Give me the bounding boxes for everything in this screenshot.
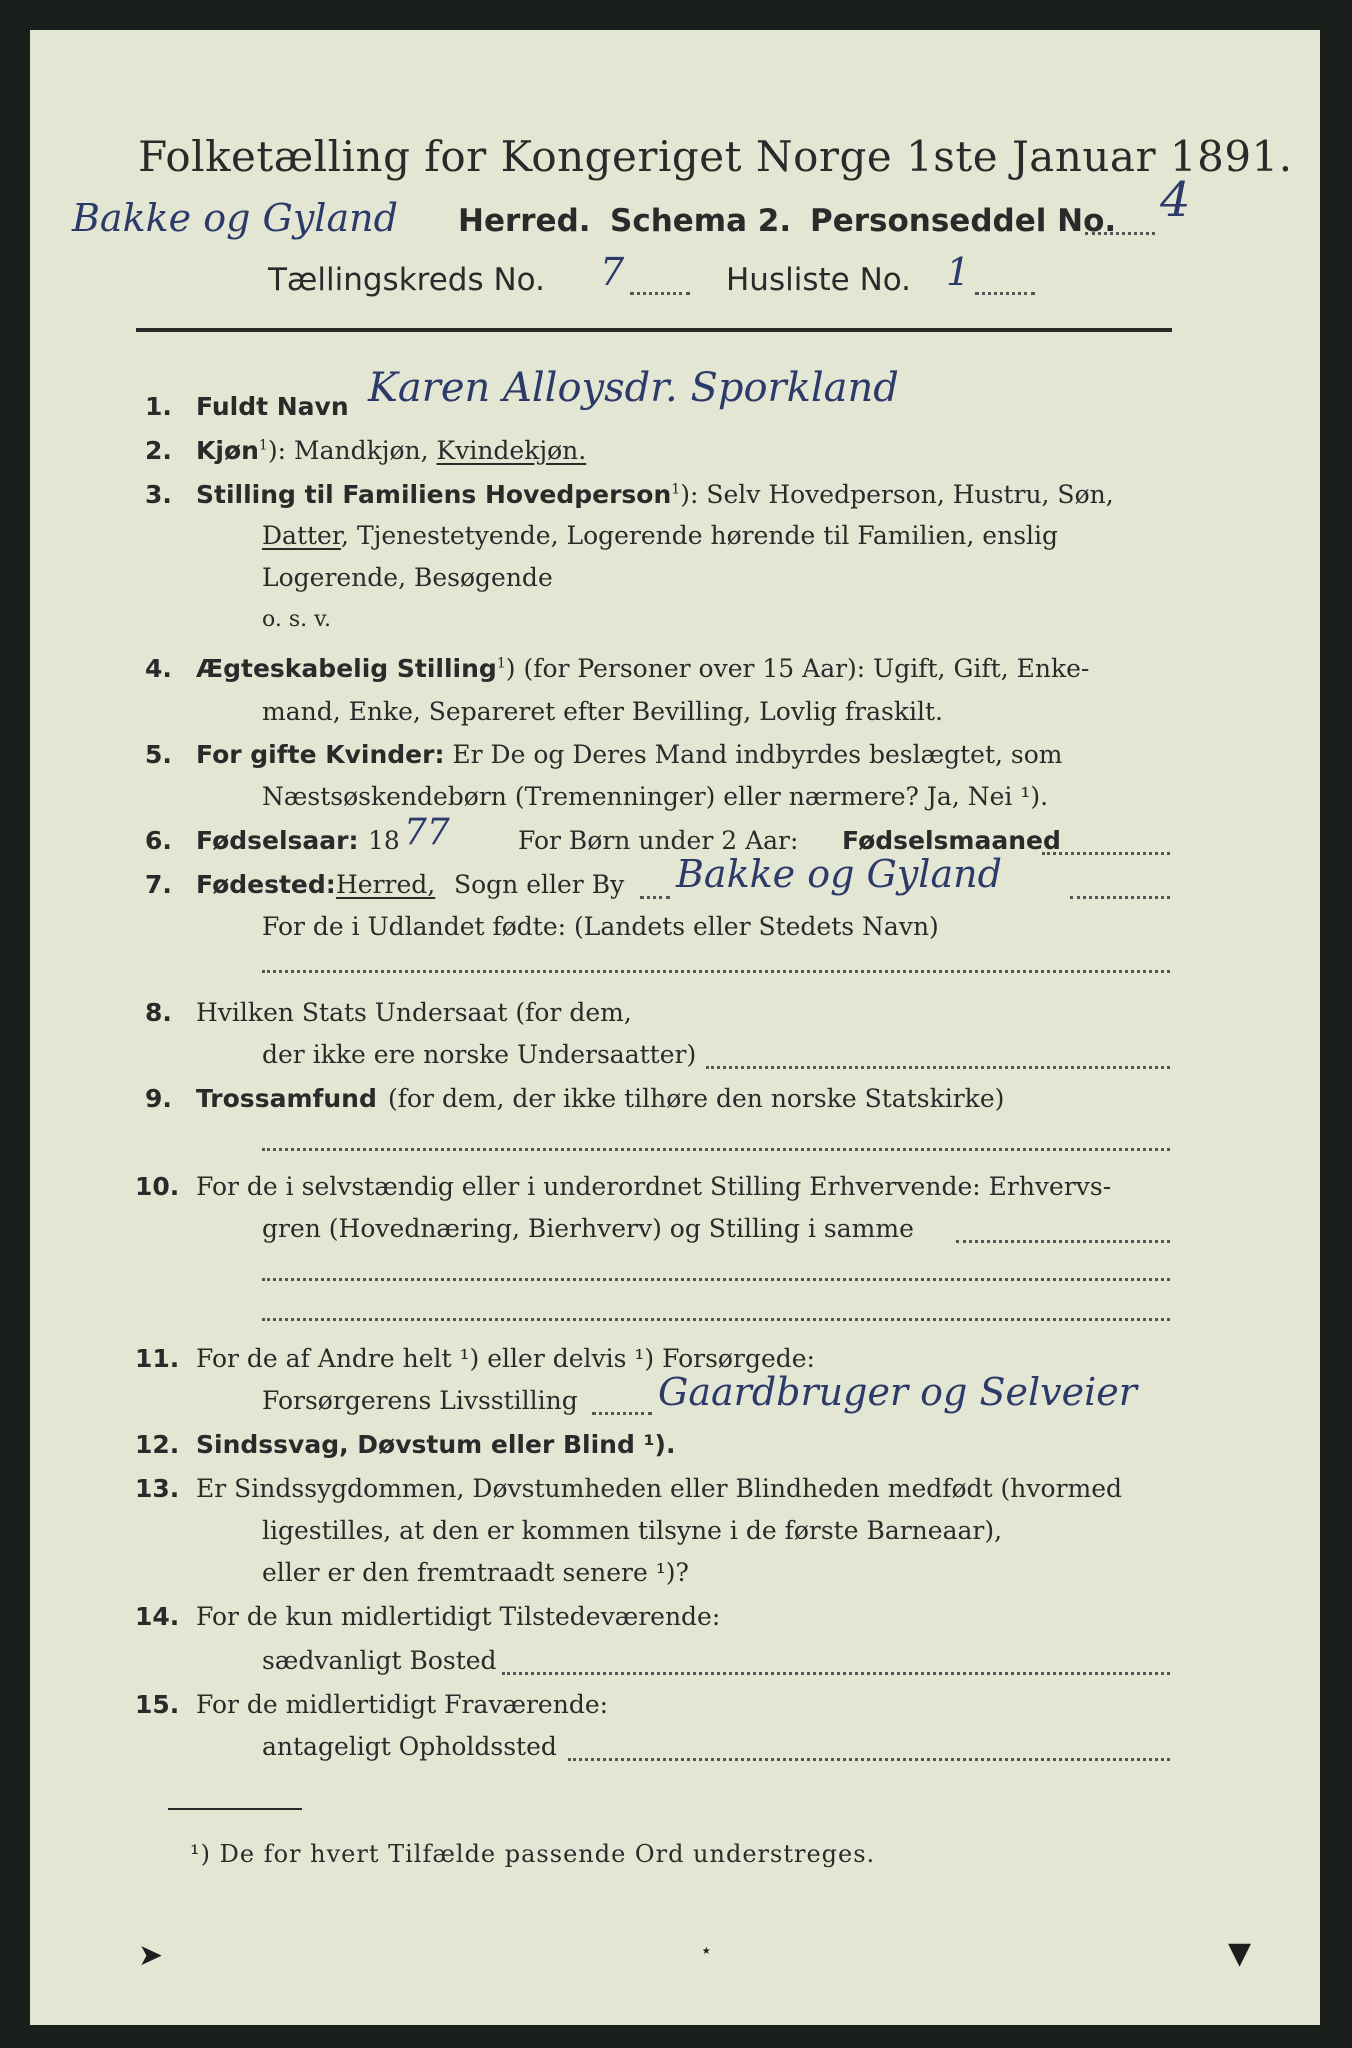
scan-mark-center: ⋆ (700, 1938, 713, 1962)
item-14-text1: For de kun midlertidigt Tilstedeværende: (196, 1602, 721, 1631)
item-7-dots-b (1070, 896, 1170, 899)
item-12-text1: Sindssvag, Døvstum eller Blind ¹). (196, 1430, 676, 1459)
item-14-number: 14. (135, 1602, 180, 1631)
item-9-label: Trossamfund (196, 1084, 377, 1113)
item-2-underlined: Kvindekjøn. (436, 436, 587, 465)
item-7-dots-a (640, 896, 670, 899)
footnote-text: ¹) De for hvert Tilfælde passende Ord understreges. (190, 1840, 876, 1868)
item-2-sup: 1 (258, 437, 268, 454)
item-3-text4: o. s. v. (262, 607, 331, 632)
item-14-dots (502, 1672, 1170, 1675)
item-12-number: 12. (135, 1430, 180, 1459)
item-15-number: 15. (135, 1690, 180, 1719)
item-10-dots-b (262, 1278, 1170, 1281)
item-6-label2: Fødselsmaaned (842, 826, 1061, 855)
husliste-no: 1 (946, 250, 971, 294)
item-4-label: Ægteskabelig Stilling (196, 654, 497, 683)
scan-mark-right: ▼ (1228, 1936, 1252, 1971)
item-3-number: 3. (145, 480, 172, 509)
item-4-number: 4. (145, 654, 172, 683)
item-2-label: Kjøn (196, 436, 259, 465)
item-8-number: 8. (145, 998, 172, 1027)
item-10-text1: For de i selvstændig eller i underordnet Stilling Erhvervende: Erhvervs- (196, 1172, 1112, 1201)
item-13-text2: ligestilles, at den er kommen tilsyne i de første Barneaar), (262, 1516, 1003, 1545)
item-4-text1: ) (for Personer over 15 Aar): Ugift, Gift, Enke- (505, 654, 1090, 683)
item-5-text2: Næstsøskendebørn (Tremenninger) eller nærmere? Ja, Nei ¹). (262, 782, 1049, 811)
item-3-label: Stilling til Familiens Hovedperson (196, 480, 672, 509)
item-5-line1 (196, 740, 1063, 769)
scan-mark-left: ➤ (138, 1938, 164, 1973)
item-8-dots (706, 1066, 1170, 1069)
tellingskreds-label: Tællingskreds No. (268, 262, 545, 298)
schema-label: Schema 2. (610, 203, 792, 239)
item-13-text1: Er Sindssygdommen, Døvstumheden eller Blindheden medfødt (hvormed (196, 1474, 1123, 1503)
item-4-line1 (196, 654, 1089, 683)
item-8-text1: Hvilken Stats Undersaat (for dem, (196, 998, 632, 1027)
item-13-text3: eller er den fremtraadt senere ¹)? (262, 1558, 689, 1587)
tellingskreds-no: 7 (600, 250, 625, 294)
item-3-text1: ): Selv Hovedperson, Hustru, Søn, (680, 480, 1114, 509)
item-3-sup: 1 (671, 481, 681, 498)
item-15-text1: For de midlertidigt Fraværende: (196, 1690, 609, 1719)
item-3-line1 (196, 480, 1114, 509)
item-11-value: Gaardbruger og Selveier (658, 1370, 1137, 1414)
item-13-number: 13. (135, 1474, 180, 1503)
item-5-text1: Er De og Deres Mand indbyrdes beslægtet, som (452, 740, 1063, 769)
item-10-dots-c (262, 1318, 1170, 1321)
item-3-underlined: Datter (262, 521, 342, 550)
item-10-number: 10. (135, 1172, 180, 1201)
item-11-number: 11. (135, 1344, 180, 1373)
item-7-text: Sogn eller By (454, 870, 625, 899)
item-8-text2: der ikke ere norske Undersaatter) (262, 1040, 697, 1069)
item-3-line2 (262, 521, 1058, 550)
item-6-dots (1042, 852, 1170, 855)
item-7-dots-c (262, 970, 1170, 973)
item-15-dots (568, 1758, 1170, 1761)
item-9-text: (for dem, der ikke tilhøre den norske Statskirke) (388, 1084, 1005, 1113)
item-3-text2: , Tjenestetyende, Logerende hørende til Familien, enslig (341, 521, 1059, 550)
item-2-line (196, 436, 586, 465)
item-10-dots-a (956, 1240, 1170, 1243)
item-14-text2: sædvanligt Bosted (262, 1646, 497, 1675)
item-7-label: Fødested: (196, 870, 336, 899)
item-6-text: For Børn under 2 Aar: (518, 826, 799, 855)
personseddel-no: 4 (1160, 172, 1191, 228)
item-15-text2: antageligt Opholdssted (262, 1732, 557, 1761)
item-7-number: 7. (145, 870, 172, 899)
herred-name: Bakke og Gyland (72, 196, 398, 240)
item-1-number: 1. (145, 392, 172, 421)
item-6-prefix: 18 (368, 826, 400, 855)
item-6-label: Fødselsaar: (196, 826, 359, 855)
footnote-rule (168, 1808, 302, 1810)
herred-label: Herred. (458, 203, 591, 239)
husliste-label: Husliste No. (726, 262, 912, 298)
item-9-number: 9. (145, 1084, 172, 1113)
item-4-sup: 1 (496, 655, 506, 672)
item-11-text2: Forsørgerens Livsstilling (262, 1386, 578, 1415)
personseddel-dots (1085, 232, 1155, 235)
item-9-dots (262, 1148, 1170, 1151)
item-2-text: ): Mandkjøn, (267, 436, 437, 465)
item-7-value: Bakke og Gyland (676, 852, 1002, 896)
form-title: Folketælling for Kongeriget Norge 1ste Januar 1891. (138, 132, 1293, 181)
item-4-text2: mand, Enke, Separeret efter Bevilling, Lovlig fraskilt. (262, 697, 943, 726)
item-7-underlined: Herred, (336, 870, 436, 899)
item-3-text3: Logerende, Besøgende (262, 563, 553, 592)
item-6-value: 77 (404, 812, 450, 853)
item-11-dots (592, 1412, 652, 1415)
husliste-dots (975, 292, 1035, 295)
item-1-value: Karen Alloysdr. Sporkland (368, 365, 899, 411)
item-7-text2: For de i Udlandet fødte: (Landets eller Stedets Navn) (262, 912, 939, 941)
tellingskreds-dots (630, 292, 690, 295)
item-6-number: 6. (145, 826, 172, 855)
item-1-label: Fuldt Navn (196, 392, 349, 421)
item-2-number: 2. (145, 436, 172, 465)
header-rule (136, 328, 1172, 332)
item-11-text1: For de af Andre helt ¹) eller delvis ¹) Forsørgede: (196, 1344, 815, 1373)
item-5-number: 5. (145, 740, 172, 769)
personseddel-label: Personseddel No. (810, 203, 1117, 239)
item-5-label: For gifte Kvinder: (196, 740, 445, 769)
item-10-text2: gren (Hovednæring, Bierhverv) og Stilling i samme (262, 1214, 914, 1243)
